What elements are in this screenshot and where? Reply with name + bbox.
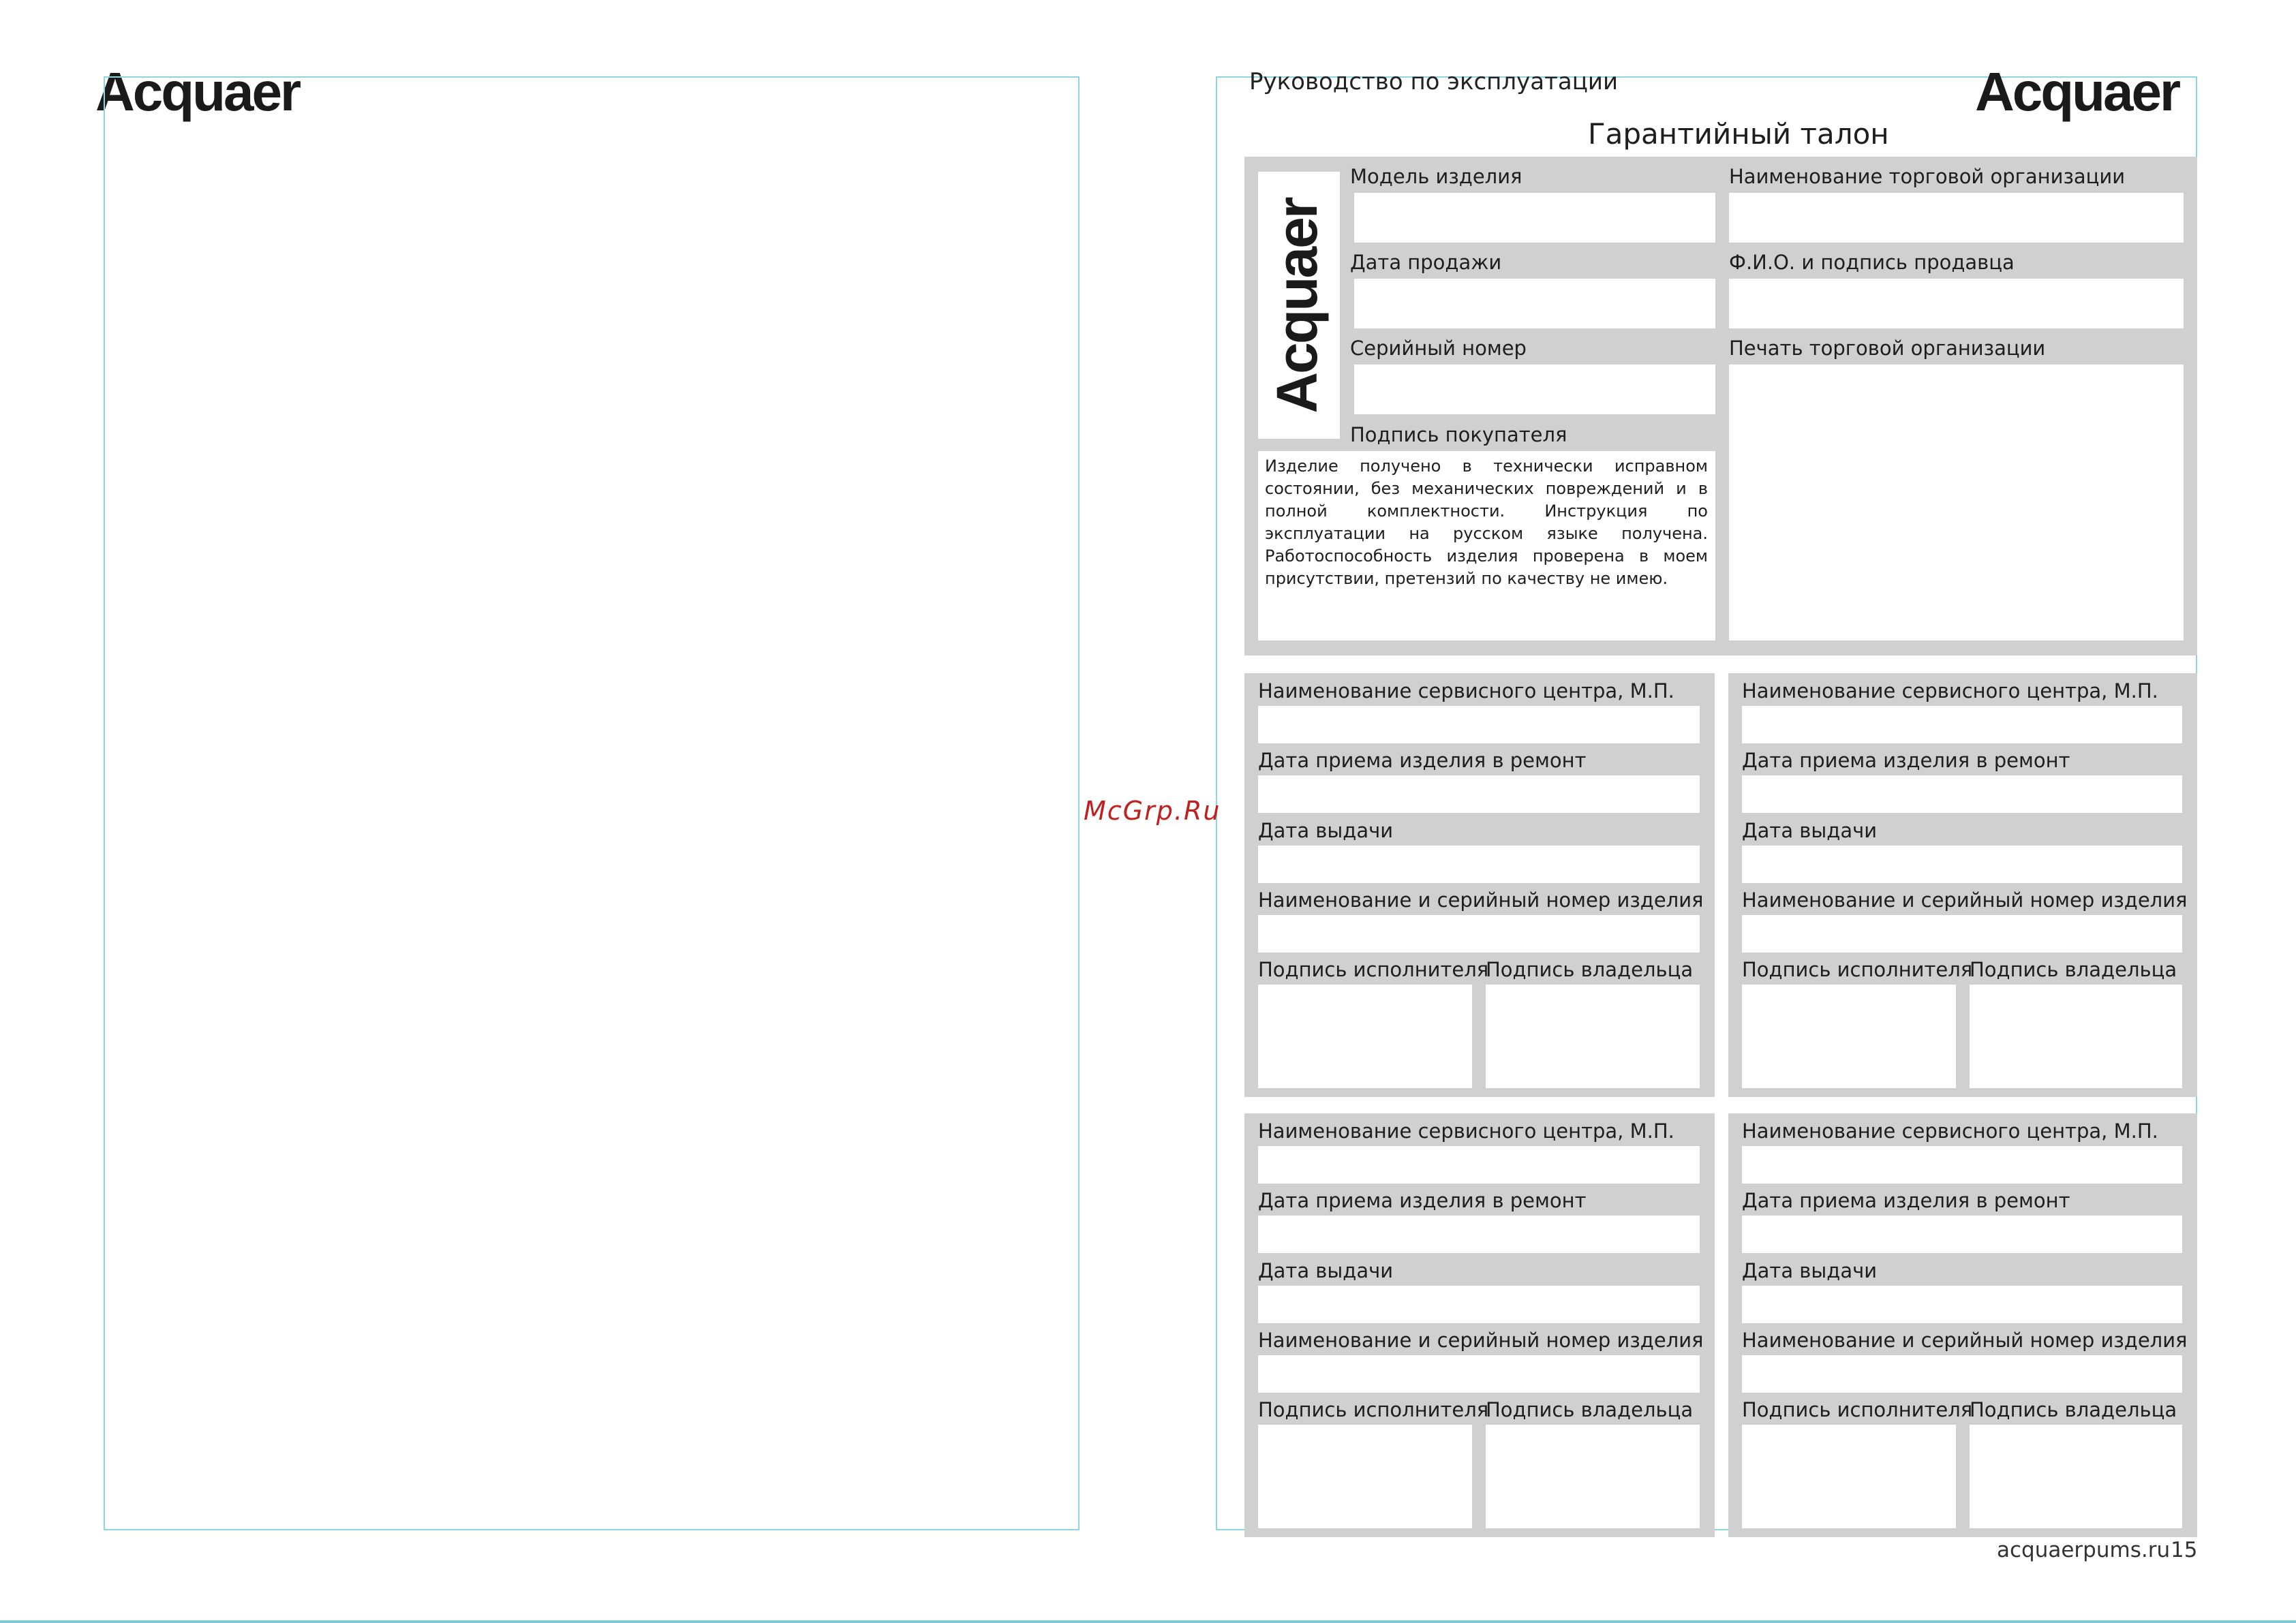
sale-date-label: Дата продажи	[1350, 251, 1502, 274]
received-date-field[interactable]	[1258, 775, 1700, 813]
seller-label: Ф.И.О. и подпись продавца	[1729, 251, 2015, 274]
serial-label: Серийный номер	[1350, 337, 1527, 360]
warranty-card-title: Гарантийный талон	[1588, 117, 1889, 151]
issued-date-field[interactable]	[1742, 846, 2182, 883]
brand-logo-vertical: Acquaer	[1265, 198, 1329, 414]
product-label: Наименование и серийный номер изделия	[1742, 888, 2188, 912]
owner-signature-field[interactable]	[1486, 1425, 1700, 1528]
product-field[interactable]	[1742, 915, 2182, 953]
service-center-label: Наименование сервисного центра, М.П.	[1742, 1119, 2158, 1143]
model-label: Модель изделия	[1350, 165, 1522, 188]
executor-signature-label: Подпись исполнителя	[1742, 958, 1973, 981]
product-field[interactable]	[1258, 1355, 1700, 1393]
serial-field[interactable]	[1354, 365, 1715, 414]
received-date-field[interactable]	[1258, 1216, 1700, 1253]
received-date-label: Дата приема изделия в ремонт	[1258, 749, 1587, 772]
footer-site: acquaerpums.ru	[1997, 1538, 2171, 1562]
issued-date-field[interactable]	[1258, 1286, 1700, 1323]
service-center-label: Наименование сервисного центра, М.П.	[1258, 1119, 1674, 1143]
buyer-statement: Изделие получено в технически исправном состоянии, без механических повреждений и в полной комплектности. Инструкция по эксплуатации на русском языке получена. Работоспособность изделия проверена в моем присутствии, претензий по качеству не имею.	[1265, 457, 1708, 588]
issued-date-label: Дата выдачи	[1258, 1259, 1394, 1282]
executor-signature-label: Подпись исполнителя	[1258, 1398, 1489, 1421]
service-center-field[interactable]	[1258, 1146, 1700, 1184]
service-center-field[interactable]	[1742, 706, 2182, 743]
issued-date-field[interactable]	[1742, 1286, 2182, 1323]
left-page-guide	[104, 76, 1080, 1530]
product-label: Наименование и серийный номер изделия	[1258, 888, 1704, 912]
executor-signature-label: Подпись исполнителя	[1258, 958, 1489, 981]
store-stamp-label: Печать торговой организации	[1729, 337, 2046, 360]
received-date-label: Дата приема изделия в ремонт	[1742, 1189, 2070, 1212]
received-date-label: Дата приема изделия в ремонт	[1742, 749, 2070, 772]
received-date-label: Дата приема изделия в ремонт	[1258, 1189, 1587, 1212]
product-label: Наименование и серийный номер изделия	[1258, 1329, 1704, 1352]
owner-signature-label: Подпись владельца	[1486, 1398, 1694, 1421]
product-label: Наименование и серийный номер изделия	[1742, 1329, 2188, 1352]
seller-field[interactable]	[1729, 279, 2184, 328]
service-center-label: Наименование сервисного центра, М.П.	[1742, 679, 2158, 702]
owner-signature-field[interactable]	[1970, 985, 2182, 1088]
executor-signature-field[interactable]	[1742, 985, 1956, 1088]
received-date-field[interactable]	[1742, 1216, 2182, 1253]
service-center-field[interactable]	[1258, 706, 1700, 743]
executor-signature-field[interactable]	[1258, 985, 1472, 1088]
issued-date-label: Дата выдачи	[1742, 819, 1878, 842]
issued-date-label: Дата выдачи	[1742, 1259, 1878, 1282]
manual-title: Руководство по эксплуатации	[1249, 68, 1619, 95]
owner-signature-label: Подпись владельца	[1970, 958, 2177, 981]
owner-signature-field[interactable]	[1486, 985, 1700, 1088]
owner-signature-field[interactable]	[1970, 1425, 2182, 1528]
store-name-label: Наименование торговой организации	[1729, 165, 2126, 188]
issued-date-label: Дата выдачи	[1258, 819, 1394, 842]
brand-logo-right: Acquaer	[1975, 61, 2179, 122]
brand-logo-left: Acquaer	[95, 61, 300, 122]
product-field[interactable]	[1258, 915, 1700, 953]
received-date-field[interactable]	[1742, 775, 2182, 813]
watermark: McGrp.Ru	[1084, 796, 1221, 826]
owner-signature-label: Подпись владельца	[1970, 1398, 2177, 1421]
store-stamp-field[interactable]	[1729, 365, 2184, 640]
model-field[interactable]	[1354, 193, 1715, 243]
sale-date-field[interactable]	[1354, 279, 1715, 328]
store-name-field[interactable]	[1729, 193, 2184, 243]
page-bottom-border	[0, 1620, 2296, 1623]
service-center-field[interactable]	[1742, 1146, 2182, 1184]
executor-signature-label: Подпись исполнителя	[1742, 1398, 1973, 1421]
executor-signature-field[interactable]	[1258, 1425, 1472, 1528]
issued-date-field[interactable]	[1258, 846, 1700, 883]
owner-signature-label: Подпись владельца	[1486, 958, 1694, 981]
executor-signature-field[interactable]	[1742, 1425, 1956, 1528]
buyer-signature-label: Подпись покупателя	[1350, 423, 1567, 446]
service-center-label: Наименование сервисного центра, М.П.	[1258, 679, 1674, 702]
product-field[interactable]	[1742, 1355, 2182, 1393]
page-number: 15	[2171, 1538, 2198, 1562]
